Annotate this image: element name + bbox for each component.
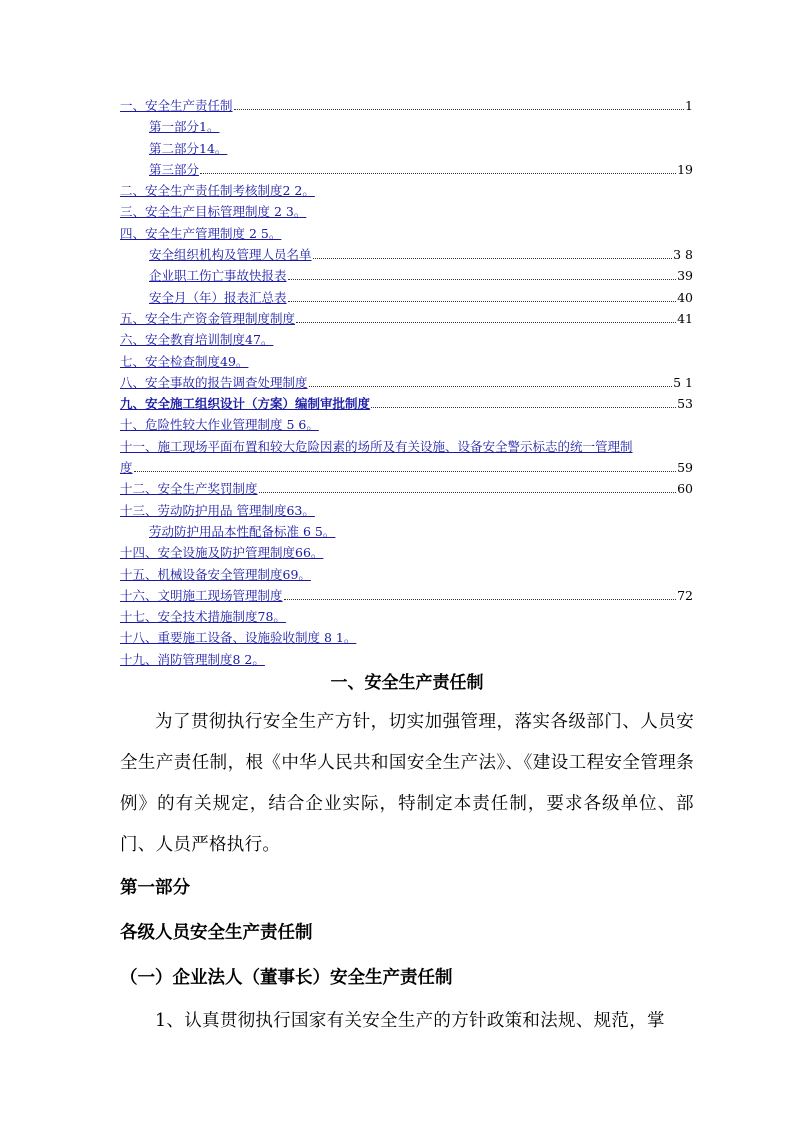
toc-page-number: 1 [685,98,693,113]
toc-entry[interactable] [120,266,693,287]
toc-leader-dots [288,300,677,302]
toc-page-number: 39 [677,268,693,284]
toc-page-number: 41 [677,310,693,326]
toc-page-number: 40 [677,289,693,305]
toc-entry-link[interactable]: 度 [120,460,133,476]
toc-entry[interactable] [120,330,693,351]
toc-entry-link[interactable]: 十二、安全生产奖罚制度 [120,481,258,497]
toc-entry-link[interactable]: 第三部分 [149,161,200,177]
toc-entry-link[interactable]: 六、安全教育培训制度47。 [120,332,274,348]
toc-leader-dots [313,257,673,259]
toc-entry[interactable] [120,543,693,564]
toc-entry-link[interactable]: 第一部分1。 [149,119,220,135]
toc-entry[interactable] [120,224,693,245]
toc-entry[interactable] [120,628,693,649]
toc-leader-dots [371,406,676,408]
toc-page-number: 19 [677,161,693,177]
toc-entry-link[interactable]: 十四、安全设施及防护管理制度66。 [120,545,324,561]
toc-entry-link[interactable]: 第二部分14。 [149,140,228,156]
toc-page-number: 60 [677,481,693,497]
toc-entry[interactable] [120,202,693,223]
toc-entry[interactable] [120,117,693,138]
toc-entry-link[interactable]: 安全月（年）报表汇总表 [149,289,287,305]
toc-entry-link[interactable]: 九、安全施工组织设计（方案）编制审批制度 [120,396,371,412]
toc-entry[interactable] [120,96,693,117]
toc-entry-link[interactable]: 十九、消防管理制度8 2。 [120,651,265,667]
toc-entry[interactable] [120,352,693,373]
toc-entry[interactable] [120,245,693,266]
toc-leader-dots [284,598,677,600]
section-title: 一、安全生产责任制 [330,673,484,693]
toc-entry-link[interactable]: 四、安全生产管理制度 2 5。 [120,225,282,241]
item-1: 1、认真贯彻执行国家有关安全生产的方针政策和法规、规范，掌 [155,1011,665,1031]
toc-leader-dots [309,385,673,387]
toc-entry-link[interactable]: 十五、机械设备安全管理制度69。 [120,566,311,582]
toc-entry-link[interactable]: 安全组织机构及管理人员名单 [149,247,312,263]
toc-entry-link[interactable]: 劳动防护用品本性配备标准 6 5。 [149,523,336,539]
toc-entry[interactable] [120,437,693,458]
toc-entry[interactable] [120,160,693,181]
toc-entry[interactable] [120,565,693,586]
toc-page-number: 5 1 [673,374,693,390]
toc-page-number: 53 [677,396,693,412]
document-body [120,668,694,1042]
toc-entry[interactable] [120,373,693,394]
toc-entry[interactable] [120,309,693,330]
toc-entry-link[interactable]: 五、安全生产资金管理制度制度 [120,310,296,326]
toc-entry-link[interactable]: 三、安全生产目标管理制度 2 3。 [120,204,307,220]
toc-entry[interactable] [120,139,693,160]
toc-leader-dots [134,470,677,472]
part-heading: 第一部分 [120,878,190,898]
toc-entry-link[interactable]: 十一、施工现场平面布置和较大危险因素的场所及有关设施、设备安全警示标志的统一管理制 [120,438,633,454]
toc-leader-dots [259,491,677,493]
toc-page-number: 72 [677,587,693,603]
toc-entry[interactable] [120,288,693,309]
toc-leader-dots [288,278,677,280]
toc-entry-link[interactable]: 七、安全检查制度49。 [120,353,249,369]
intro-paragraph: 为了贯彻执行安全生产方针，切实加强管理，落实各级部门、人员安全生产责任制，根《中华人民共和国安全生产法》、《建设工程安全管理条例》的有关规定，结合企业实际，特制定本责任制，要求各级单位、部门、人员严格执行。 [120,712,694,855]
toc-entry-link[interactable]: 十、危险性较大作业管理制度 5 6。 [120,417,319,433]
toc-leader-dots [234,108,685,110]
toc-entry-link[interactable]: 十八、重要施工设备、设施验收制度 8 1。 [120,630,357,646]
toc-leader-dots [200,172,676,174]
toc-entry[interactable] [120,586,693,607]
toc-entry[interactable] [120,181,693,202]
toc-entry[interactable] [120,501,693,522]
toc-entry[interactable] [120,607,693,628]
toc-entry[interactable] [120,522,693,543]
toc-page-number: 3 8 [673,247,693,263]
toc-entry-link[interactable]: 十六、文明施工现场管理制度 [120,587,283,603]
toc-entry-link[interactable]: 企业职工伤亡事故快报表 [149,268,287,284]
toc-entry-link[interactable]: 十三、劳动防护用品 管理制度63。 [120,502,315,518]
toc-leader-dots [296,321,676,323]
toc-entry[interactable] [120,458,693,479]
toc-entry-link[interactable]: 八、安全事故的报告调查处理制度 [120,374,308,390]
toc-entry[interactable] [120,415,693,436]
toc-entry[interactable] [120,479,693,500]
table-of-contents [120,96,693,671]
toc-entry[interactable] [120,394,693,415]
part-subheading: 各级人员安全生产责任制 [120,923,313,943]
toc-entry-link[interactable]: 二、安全生产责任制考核制度2 2。 [120,183,315,199]
toc-page-number: 59 [677,460,693,476]
role-heading: （一）企业法人（董事长）安全生产责任制 [120,968,453,988]
toc-entry-link[interactable]: 一、安全生产责任制 [120,98,233,113]
toc-entry-link[interactable]: 十七、安全技术措施制度78。 [120,609,286,625]
